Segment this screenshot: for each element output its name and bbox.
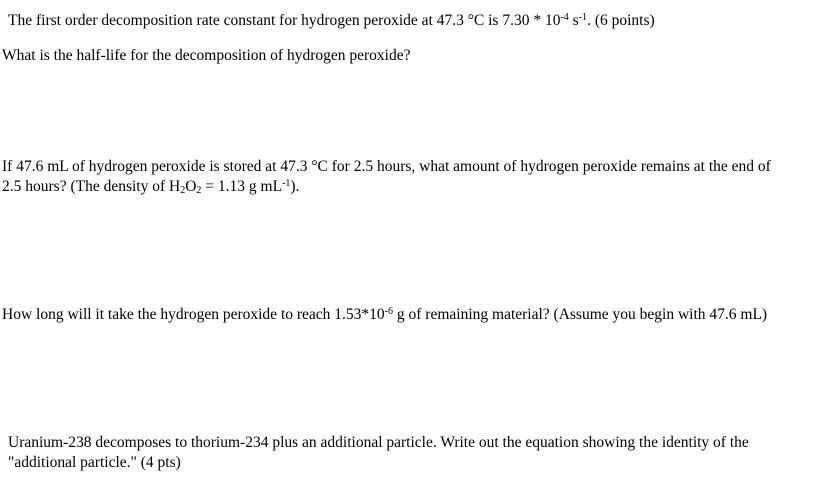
question-1-statement <box>8 11 655 31</box>
q3-exponent: -6 <box>384 306 394 317</box>
q2-exponent: -1 <box>282 178 291 189</box>
question-3 <box>2 305 767 325</box>
q2-line-1-text: If 47.6 mL of hydrogen peroxide is stored at 47.3 °C for 2.5 hours, what amount of hydrogen peroxide remains at the end of <box>2 158 771 175</box>
q4-line-1-text: Uranium-238 decomposes to thorium-234 plus an additional particle. Write out the equation showing the identity of the <box>8 434 749 451</box>
q3-end: g of remaining material? (Assume you begin with 47.6 mL) <box>393 306 768 323</box>
question-2-line-2 <box>2 177 299 197</box>
q2-subscript-2: 2 <box>196 185 202 196</box>
question-4-line-1 <box>8 433 749 453</box>
q2-oxygen: O <box>185 178 197 195</box>
q2-end: ). <box>290 178 300 195</box>
q1-exponent-1: -4 <box>560 12 569 23</box>
q1-unit: s <box>568 12 579 29</box>
q1-exponent-2: -1 <box>578 12 588 23</box>
question-2-line-1 <box>2 157 771 177</box>
q1-points: . (6 points) <box>587 12 655 29</box>
q2-density: = 1.13 g mL <box>201 178 283 195</box>
q4-line-2-text: "additional particle." (4 pts) <box>8 454 181 471</box>
q1-text: The first order decomposition rate constant for hydrogen peroxide at 47.3 °C is 7.30 * 10 <box>8 12 561 29</box>
q2-line-2-text: 2.5 hours? (The density of H <box>2 178 181 195</box>
question-4-line-2 <box>8 453 181 473</box>
q3-text: How long will it take the hydrogen peroxide to reach 1.53*10 <box>2 306 385 323</box>
q2-subscript-1: 2 <box>180 185 186 196</box>
q1b-text: What is the half-life for the decomposition of hydrogen peroxide? <box>2 47 411 64</box>
question-1b <box>2 46 410 66</box>
